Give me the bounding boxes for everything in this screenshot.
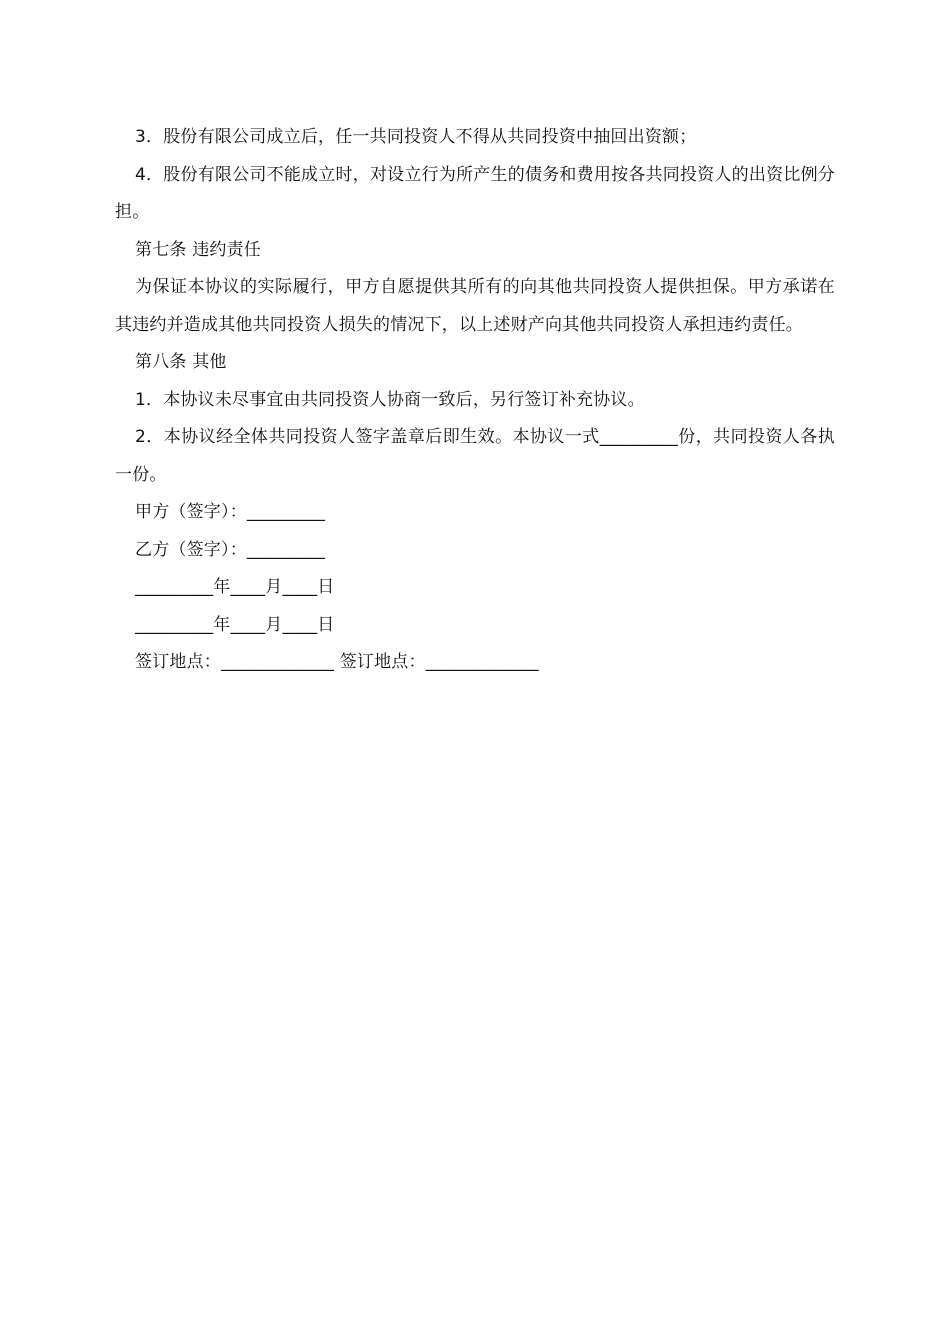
document-body — [115, 119, 835, 682]
clause-3-paragraph: 3．股份有限公司成立后，任一共同投资人不得从共同投资中抽回出资额； — [135, 127, 697, 147]
date-line-2: _________年____月____日 — [135, 614, 335, 635]
article-8-heading: 第八条 其他 — [135, 352, 227, 372]
signing-location-line: 签订地点：_____________ 签订地点：_____________ — [135, 652, 539, 672]
article-8-clause-1: 1．本协议未尽事宜由共同投资人协商一致后，另行签订补充协议。 — [135, 389, 645, 410]
article-7-heading: 第七条 违约责任 — [135, 239, 262, 260]
article-7-paragraph: 为保证本协议的实际履行，甲方自愿提供其所有的向其他共同投资人提供担保。甲方承诺在其违约并造成其他共同投资人损失的情况下，以上述财产向其他共同投资人承担违约责任。 — [115, 277, 835, 335]
clause-4-paragraph: 4．股份有限公司不能成立时，对设立行为所产生的债务和费用按各共同投资人的出资比例分担。 — [115, 164, 835, 222]
party-b-signature-line: 乙方（签字）：_________ — [135, 539, 326, 560]
date-line-1: _________年____月____日 — [135, 577, 335, 597]
party-a-signature-line: 甲方（签字）：_________ — [135, 502, 326, 522]
article-8-clause-2: 2．本协议经全体共同投资人签字盖章后即生效。本协议一式_________份，共同投资人各执一份。 — [115, 427, 835, 485]
